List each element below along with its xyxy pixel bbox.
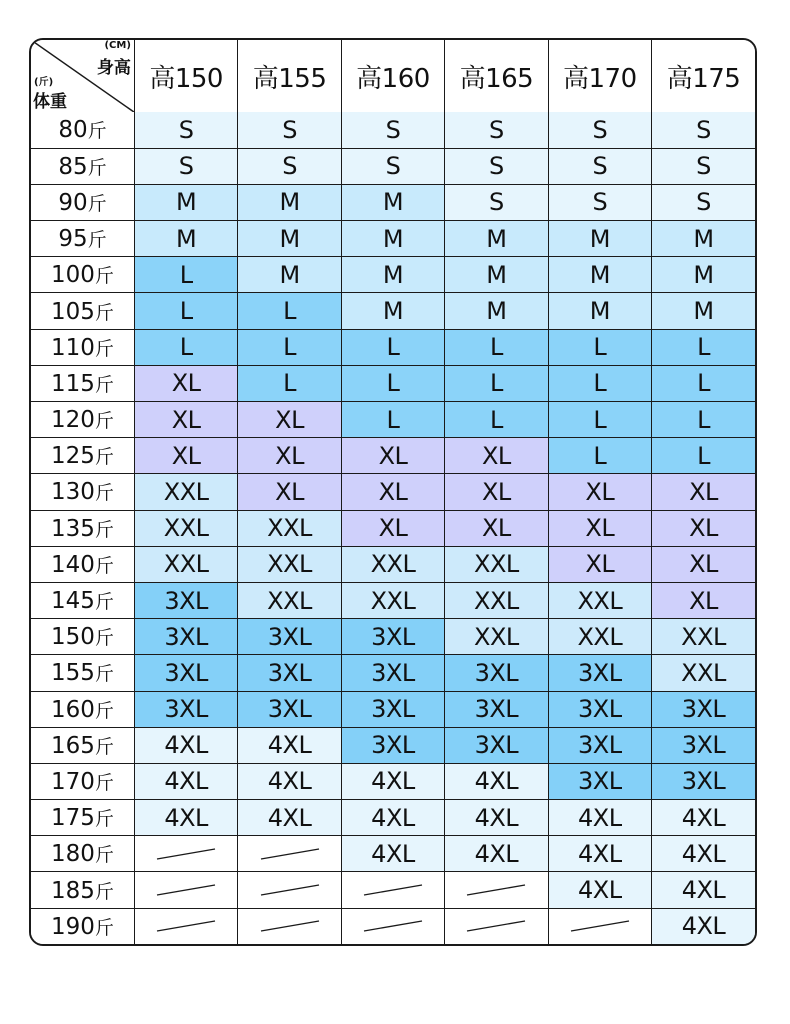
size-cell: L: [238, 329, 341, 365]
size-cell: M: [548, 221, 651, 257]
not-available-dash-icon: [156, 883, 216, 897]
size-cell: M: [341, 257, 444, 293]
weight-value: 170: [51, 768, 95, 795]
weight-unit: 斤: [87, 156, 107, 179]
size-cell: L: [341, 329, 444, 365]
weight-unit: 斤: [94, 554, 114, 577]
size-cell: L: [652, 365, 755, 401]
weight-value: 105: [51, 298, 95, 325]
size-cell: XL: [652, 546, 755, 582]
size-cell: M: [548, 257, 651, 293]
size-cell: 3XL: [134, 619, 237, 655]
weight-label-cell: [31, 474, 134, 510]
weight-value: 100: [51, 262, 95, 289]
no-size-cell: [548, 908, 651, 944]
size-cell: L: [341, 402, 444, 438]
size-cell: 3XL: [341, 655, 444, 691]
weight-unit: 斤: [94, 663, 114, 686]
size-cell: L: [652, 438, 755, 474]
size-cell: 4XL: [341, 800, 444, 836]
size-cell: M: [238, 257, 341, 293]
size-cell: 3XL: [341, 727, 444, 763]
size-cell: 4XL: [548, 836, 651, 872]
weight-value: 115: [51, 370, 95, 397]
not-available-dash-icon: [466, 883, 526, 897]
weight-label-cell: [31, 365, 134, 401]
weight-value: 155: [51, 660, 95, 687]
size-cell: 3XL: [341, 619, 444, 655]
size-cell: 3XL: [238, 619, 341, 655]
weight-label-cell: [31, 184, 134, 220]
size-cell: XL: [238, 402, 341, 438]
size-cell: M: [238, 221, 341, 257]
weight-label-cell: [31, 619, 134, 655]
weight-row: [31, 148, 755, 184]
size-cell: 4XL: [134, 763, 237, 799]
size-cell: L: [134, 257, 237, 293]
weight-row: [31, 619, 755, 655]
size-cell: M: [238, 184, 341, 220]
not-available-dash-icon: [260, 847, 320, 861]
no-size-cell: [445, 908, 548, 944]
size-cell: 3XL: [445, 655, 548, 691]
weight-value: 140: [51, 551, 95, 578]
height-header-row: [31, 40, 755, 112]
size-cell: XL: [134, 438, 237, 474]
weight-unit: 斤: [94, 916, 114, 939]
size-cell: 3XL: [548, 691, 651, 727]
weight-row: [31, 655, 755, 691]
size-cell: M: [341, 221, 444, 257]
height-header-cell: 高150: [134, 40, 237, 112]
weight-unit: 斤: [94, 699, 114, 722]
size-cell: M: [445, 257, 548, 293]
weight-label-cell: [31, 148, 134, 184]
weight-row: [31, 872, 755, 908]
size-cell: 3XL: [134, 582, 237, 618]
size-cell: S: [652, 112, 755, 148]
weight-value: 165: [51, 732, 95, 759]
weight-label-cell: [31, 800, 134, 836]
size-cell: M: [548, 293, 651, 329]
size-cell: XL: [445, 438, 548, 474]
weight-row: [31, 257, 755, 293]
size-cell: 4XL: [134, 727, 237, 763]
weight-label-cell: [31, 402, 134, 438]
size-cell: XXL: [445, 546, 548, 582]
size-cell: M: [652, 257, 755, 293]
height-header-cell: 高175: [652, 40, 755, 112]
size-cell: XL: [548, 474, 651, 510]
size-cell: S: [548, 112, 651, 148]
weight-label-cell: [31, 691, 134, 727]
weight-row: [31, 474, 755, 510]
weight-value: 85: [58, 153, 88, 180]
weight-unit: 斤: [94, 880, 114, 903]
size-cell: XXL: [341, 582, 444, 618]
size-cell: 4XL: [652, 800, 755, 836]
weight-label-cell: [31, 112, 134, 148]
weight-label-cell: [31, 763, 134, 799]
size-cell: 3XL: [341, 691, 444, 727]
size-cell: L: [445, 402, 548, 438]
size-cell: M: [134, 221, 237, 257]
size-cell: XL: [341, 510, 444, 546]
size-cell: XXL: [134, 546, 237, 582]
weight-value: 190: [51, 913, 95, 940]
weight-unit: 斤: [94, 771, 114, 794]
size-cell: 4XL: [548, 872, 651, 908]
size-cell: XL: [134, 402, 237, 438]
size-cell: 3XL: [548, 727, 651, 763]
size-cell: XXL: [134, 510, 237, 546]
weight-row: [31, 836, 755, 872]
corner-weight-label: 体重: [33, 92, 67, 112]
size-cell: L: [238, 293, 341, 329]
weight-row: [31, 221, 755, 257]
weight-unit: 斤: [94, 337, 114, 360]
size-cell: XXL: [341, 546, 444, 582]
weight-value: 145: [51, 588, 95, 615]
size-cell: L: [445, 365, 548, 401]
corner-header-cell: [31, 40, 134, 112]
size-cell: S: [341, 112, 444, 148]
weight-unit: 斤: [94, 265, 114, 288]
corner-height-label: 身高: [96, 58, 131, 78]
weight-value: 110: [51, 334, 95, 361]
weight-row: [31, 293, 755, 329]
size-cell: S: [652, 148, 755, 184]
no-size-cell: [238, 872, 341, 908]
size-cell: XL: [445, 510, 548, 546]
weight-row: [31, 763, 755, 799]
weight-label-cell: [31, 329, 134, 365]
size-cell: M: [341, 293, 444, 329]
size-cell: S: [445, 184, 548, 220]
size-cell: XL: [548, 546, 651, 582]
weight-value: 120: [51, 407, 95, 434]
size-cell: XXL: [445, 582, 548, 618]
size-cell: 3XL: [238, 655, 341, 691]
size-chart-table: [29, 38, 757, 946]
weight-row: [31, 582, 755, 618]
no-size-cell: [134, 872, 237, 908]
weight-label-cell: [31, 836, 134, 872]
weight-label-cell: [31, 257, 134, 293]
size-cell: M: [445, 221, 548, 257]
size-cell: 3XL: [134, 655, 237, 691]
size-table-body: [31, 112, 755, 944]
size-cell: XXL: [238, 582, 341, 618]
not-available-dash-icon: [363, 919, 423, 933]
weight-label-cell: [31, 582, 134, 618]
size-cell: 4XL: [134, 800, 237, 836]
weight-unit: 斤: [94, 844, 114, 867]
size-cell: S: [341, 148, 444, 184]
size-cell: XL: [548, 510, 651, 546]
no-size-cell: [445, 872, 548, 908]
weight-unit: 斤: [87, 192, 107, 215]
not-available-dash-icon: [156, 847, 216, 861]
size-cell: 3XL: [652, 727, 755, 763]
size-cell: 3XL: [445, 691, 548, 727]
size-cell: S: [134, 112, 237, 148]
size-cell: XL: [341, 474, 444, 510]
size-cell: 4XL: [652, 836, 755, 872]
size-cell: 4XL: [238, 763, 341, 799]
weight-label-cell: [31, 727, 134, 763]
size-cell: XXL: [548, 582, 651, 618]
weight-unit: 斤: [94, 591, 114, 614]
size-cell: S: [445, 148, 548, 184]
size-cell: 4XL: [238, 800, 341, 836]
size-cell: L: [445, 329, 548, 365]
size-cell: S: [238, 112, 341, 148]
size-cell: L: [652, 402, 755, 438]
size-cell: M: [341, 184, 444, 220]
size-cell: 3XL: [134, 691, 237, 727]
size-cell: 4XL: [652, 872, 755, 908]
weight-label-cell: [31, 655, 134, 691]
size-cell: XL: [341, 438, 444, 474]
weight-unit: 斤: [94, 735, 114, 758]
no-size-cell: [341, 908, 444, 944]
height-header-cell: 高155: [238, 40, 341, 112]
weight-row: [31, 691, 755, 727]
size-cell: M: [445, 293, 548, 329]
size-cell: XL: [445, 474, 548, 510]
size-cell: M: [652, 293, 755, 329]
weight-value: 125: [51, 443, 95, 470]
size-cell: XL: [238, 474, 341, 510]
weight-value: 180: [51, 841, 95, 868]
weight-label-cell: [31, 438, 134, 474]
weight-value: 175: [51, 805, 95, 832]
size-cell: XXL: [134, 474, 237, 510]
size-cell: L: [652, 329, 755, 365]
height-header-cell: 高160: [341, 40, 444, 112]
weight-value: 95: [58, 226, 88, 253]
size-cell: 4XL: [445, 763, 548, 799]
weight-value: 160: [51, 696, 95, 723]
not-available-dash-icon: [260, 883, 320, 897]
size-cell: XXL: [548, 619, 651, 655]
size-cell: XL: [652, 510, 755, 546]
size-cell: XL: [134, 365, 237, 401]
size-cell: XL: [652, 582, 755, 618]
size-cell: XXL: [238, 510, 341, 546]
weight-row: [31, 546, 755, 582]
weight-row: [31, 727, 755, 763]
weight-row: [31, 510, 755, 546]
weight-label-cell: [31, 908, 134, 944]
weight-row: [31, 800, 755, 836]
size-cell: L: [548, 365, 651, 401]
size-cell: S: [548, 148, 651, 184]
weight-unit: 斤: [94, 808, 114, 831]
size-cell: 4XL: [445, 800, 548, 836]
size-cell: 4XL: [341, 763, 444, 799]
size-cell: XXL: [238, 546, 341, 582]
size-cell: 3XL: [238, 691, 341, 727]
weight-unit: 斤: [94, 446, 114, 469]
weight-value: 80: [58, 117, 88, 144]
weight-value: 130: [51, 479, 95, 506]
not-available-dash-icon: [260, 919, 320, 933]
size-cell: 3XL: [652, 763, 755, 799]
size-cell: XXL: [652, 619, 755, 655]
weight-row: [31, 402, 755, 438]
size-cell: 4XL: [238, 727, 341, 763]
size-cell: L: [548, 402, 651, 438]
weight-unit: 斤: [94, 301, 114, 324]
size-cell: L: [548, 329, 651, 365]
size-cell: 4XL: [341, 836, 444, 872]
no-size-cell: [134, 836, 237, 872]
size-cell: 3XL: [548, 763, 651, 799]
weight-row: [31, 112, 755, 148]
no-size-cell: [238, 836, 341, 872]
weight-row: [31, 329, 755, 365]
size-cell: 3XL: [445, 727, 548, 763]
weight-row: [31, 438, 755, 474]
size-cell: 3XL: [548, 655, 651, 691]
weight-unit: 斤: [94, 410, 114, 433]
size-cell: M: [652, 221, 755, 257]
weight-unit: 斤: [94, 373, 114, 396]
not-available-dash-icon: [466, 919, 526, 933]
weight-label-cell: [31, 546, 134, 582]
size-cell: S: [548, 184, 651, 220]
size-cell: S: [238, 148, 341, 184]
weight-row: [31, 184, 755, 220]
size-cell: 4XL: [445, 836, 548, 872]
weight-unit: 斤: [94, 482, 114, 505]
size-cell: 3XL: [652, 691, 755, 727]
size-cell: L: [548, 438, 651, 474]
size-cell: L: [341, 365, 444, 401]
corner-height-unit: (CM): [104, 40, 131, 51]
size-cell: 4XL: [652, 908, 755, 944]
height-header-cell: 高170: [548, 40, 651, 112]
corner-weight-unit: (斤): [34, 77, 54, 88]
size-cell: L: [238, 365, 341, 401]
weight-label-cell: [31, 293, 134, 329]
size-cell: M: [134, 184, 237, 220]
weight-unit: 斤: [87, 229, 107, 252]
size-cell: L: [134, 293, 237, 329]
no-size-cell: [134, 908, 237, 944]
size-cell: L: [134, 329, 237, 365]
size-cell: S: [134, 148, 237, 184]
weight-label-cell: [31, 510, 134, 546]
size-cell: 4XL: [548, 800, 651, 836]
weight-row: [31, 365, 755, 401]
height-header-cell: 高165: [445, 40, 548, 112]
weight-row: [31, 908, 755, 944]
weight-value: 150: [51, 624, 95, 651]
weight-label-cell: [31, 221, 134, 257]
size-cell: XL: [652, 474, 755, 510]
size-cell: S: [445, 112, 548, 148]
weight-value: 185: [51, 877, 95, 904]
not-available-dash-icon: [570, 919, 630, 933]
weight-unit: 斤: [94, 627, 114, 650]
no-size-cell: [238, 908, 341, 944]
size-cell: XXL: [652, 655, 755, 691]
not-available-dash-icon: [363, 883, 423, 897]
not-available-dash-icon: [156, 919, 216, 933]
size-grid: [31, 40, 755, 944]
size-cell: XL: [238, 438, 341, 474]
size-cell: S: [652, 184, 755, 220]
weight-unit: 斤: [94, 518, 114, 541]
no-size-cell: [341, 872, 444, 908]
weight-value: 135: [51, 515, 95, 542]
weight-label-cell: [31, 872, 134, 908]
weight-value: 90: [58, 189, 88, 216]
weight-unit: 斤: [87, 120, 107, 143]
size-cell: XXL: [445, 619, 548, 655]
